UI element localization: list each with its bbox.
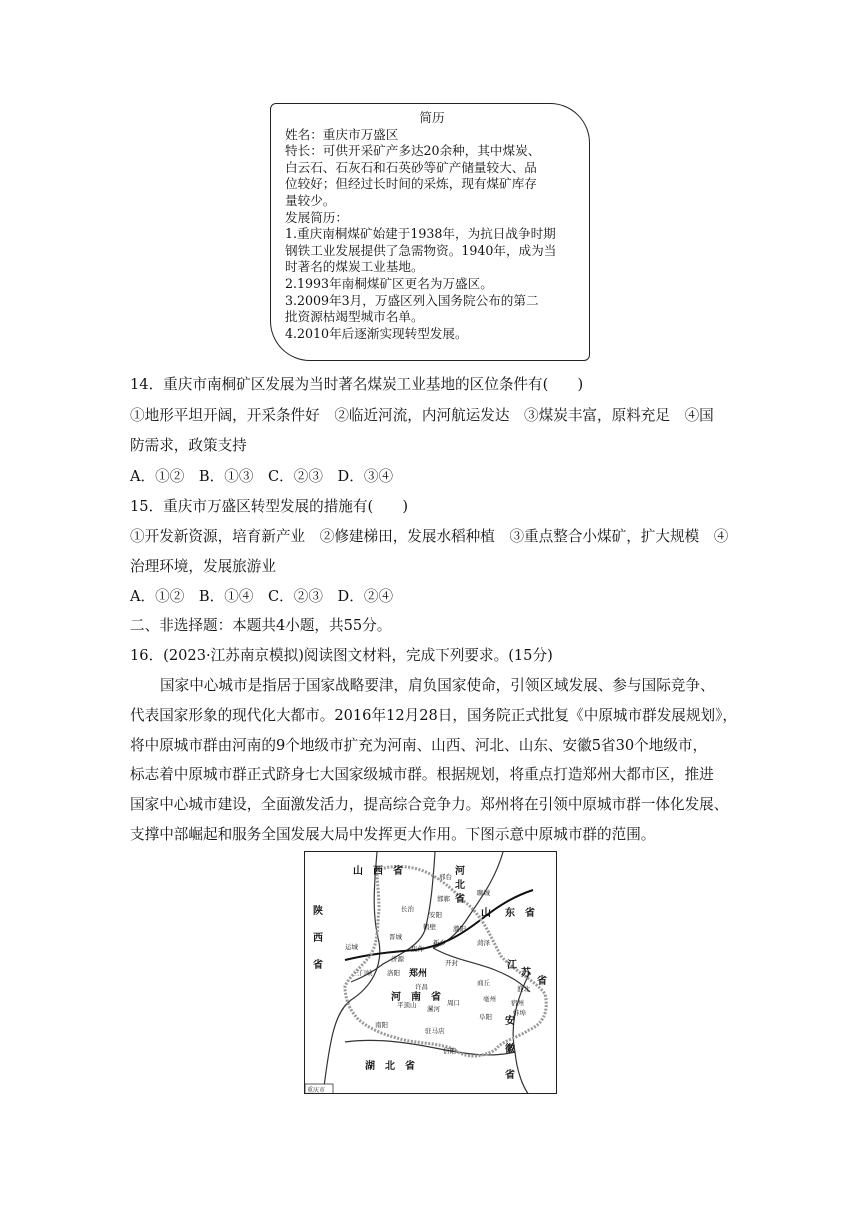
city-label: 信阳 [443, 1047, 456, 1055]
resume-history-line: 3.2009年3月，万盛区列入国务院公布的第二 [285, 292, 539, 308]
city-label: 平顶山 [397, 1001, 417, 1009]
resume-history-line: 4.2010年后逐渐实现转型发展。 [285, 325, 468, 341]
province-label: 徽 [505, 1044, 515, 1055]
province-label: 山 [481, 908, 491, 919]
province-label: 陕 [313, 906, 323, 917]
city-label: 濮阳 [453, 925, 466, 933]
city-label: 三门峡 [353, 969, 373, 977]
resume-name: 姓名：重庆市万盛区 [285, 126, 399, 142]
province-label: 西 [313, 933, 323, 944]
resume-specialty-line: 量较少。 [285, 192, 336, 208]
city-label: 淮北 [517, 985, 530, 993]
province-label: 河 [455, 866, 465, 877]
resume-specialty-line: 位较好；但经过长时间的采炼，现有煤矿库存 [285, 176, 537, 192]
map-boundaries [305, 852, 557, 1094]
question-14-stem: 14．重庆市南桐矿区发展为当时著名煤炭工业基地的区位条件有( ) [130, 376, 584, 393]
city-label: 阜阳 [479, 1013, 492, 1021]
city-label: 郑州 [409, 969, 428, 979]
resume-history-line: 钢铁工业发展提供了急需物资。1940年，成为当 [285, 242, 557, 258]
city-label: 晋城 [389, 933, 402, 941]
question-15-options: ①开发新资源，培育新产业 ②修建梯田，发展水稻种植 ③重点整合小煤矿，扩大规模 ④ [130, 528, 729, 545]
city-label: 济源 [391, 955, 404, 963]
resume-history-line: 时著名的煤炭工业基地。 [285, 259, 424, 275]
province-label: 省 [313, 960, 323, 971]
question-16-paragraph-line: 代表国家形象的现代化大都市。2016年12月28日，国务院正式批复《中原城市群发展规划》， [130, 707, 737, 724]
province-label: 山 西 省 [353, 866, 403, 877]
city-label: 焦作 [411, 945, 424, 953]
city-label: 周口 [447, 999, 460, 1007]
province-label: 北 [455, 880, 465, 891]
city-label: 漯河 [427, 1005, 440, 1013]
city-label: 许昌 [415, 983, 428, 991]
province-label: 湖 北 省 [365, 1061, 415, 1072]
city-label: 宿州 [511, 999, 524, 1007]
resume-history-label: 发展简历： [285, 209, 348, 225]
resume-history-line: 2.1993年南桐煤矿区更名为万盛区。 [285, 275, 493, 291]
question-16-paragraph-line: 标志着中原城市群正式跻身七大国家级城市群。根据规划，将重点打造郑州大都市区，推进 [130, 766, 714, 783]
province-label: 江 [507, 960, 517, 971]
city-label: 驻马店 [425, 1027, 445, 1035]
central-plains-map [304, 851, 557, 1094]
resume-title: 简历 [419, 110, 445, 125]
province-label: 省 [537, 976, 547, 987]
resume-specialty-line: 白云石、石灰石和石英砂等矿产储量较大、品 [285, 159, 537, 175]
city-label: 开封 [445, 959, 458, 967]
province-label: 省 [505, 1070, 515, 1081]
city-label: 洛阳 [387, 969, 400, 977]
city-label: 菏泽 [477, 939, 490, 947]
question-16-paragraph-line: 支撑中部崛起和服务全国发展大局中发挥更大作用。下图示意中原城市群的范围。 [130, 826, 656, 843]
question-15-options: 治理环境，发展旅游业 [130, 558, 276, 575]
question-16-paragraph-line: 国家中心城市是指居于国家战略要津，肩负国家使命，引领区域发展、参与国际竞争、 [160, 677, 715, 694]
province-label: 苏 [521, 968, 531, 979]
resume-specialty-line: 特长：可供开采矿产多达20余种，其中煤炭、 [285, 143, 541, 159]
resume-history-line: 批资源枯竭型城市名单。 [285, 309, 424, 325]
province-label: 河 南 省 [391, 992, 441, 1003]
question-15-stem: 15．重庆市万盛区转型发展的措施有( ) [130, 498, 409, 515]
city-label: 亳州 [483, 995, 496, 1003]
question-14-options: 防需求，政策支持 [130, 437, 247, 454]
city-label: 长治 [401, 905, 414, 913]
question-16-stem: 16．(2023·江苏南京模拟)阅读图文材料，完成下列要求。(15分) [130, 647, 553, 664]
city-label: 南阳 [375, 1021, 388, 1029]
city-label: 安阳 [429, 911, 442, 919]
city-label: 邢台 [439, 873, 452, 881]
province-label: 省 [455, 894, 465, 905]
city-label: 商丘 [477, 979, 490, 987]
city-label: 鹤壁 [423, 923, 436, 931]
section-heading: 二、非选择题：本题共4小题，共55分。 [130, 617, 392, 634]
resume-card [270, 103, 590, 361]
city-label: 重庆市 [307, 1087, 326, 1094]
city-label: 蚌埠 [513, 1009, 526, 1017]
question-14-options: ①地形平坦开阔，开采条件好 ②临近河流，内河航运发达 ③煤炭丰富，原料充足 ④国 [130, 407, 714, 424]
resume-history-line: 1.重庆南桐煤矿始建于1938年，为抗日战争时期 [285, 226, 556, 242]
city-label: 邯郸 [437, 895, 450, 903]
question-15-answers: A．①② B．①④ C．②③ D．②④ [130, 588, 394, 605]
question-16-paragraph-line: 国家中心城市建设，全面激发活力，提高综合竞争力。郑州将在引领中原城市群一体化发展、 [130, 796, 729, 813]
question-16-paragraph-line: 将中原城市群由河南的9个地级市扩充为河南、山西、河北、山东、安徽5省30个地级市， [130, 737, 708, 754]
city-label: 新乡 [433, 939, 446, 947]
city-label: 运城 [345, 943, 358, 951]
question-14-answers: A．①② B．①③ C．②③ D．③④ [130, 468, 394, 485]
city-label: 聊城 [477, 889, 490, 897]
province-label: 安 [505, 1016, 515, 1027]
province-label: 东 省 [505, 908, 535, 919]
